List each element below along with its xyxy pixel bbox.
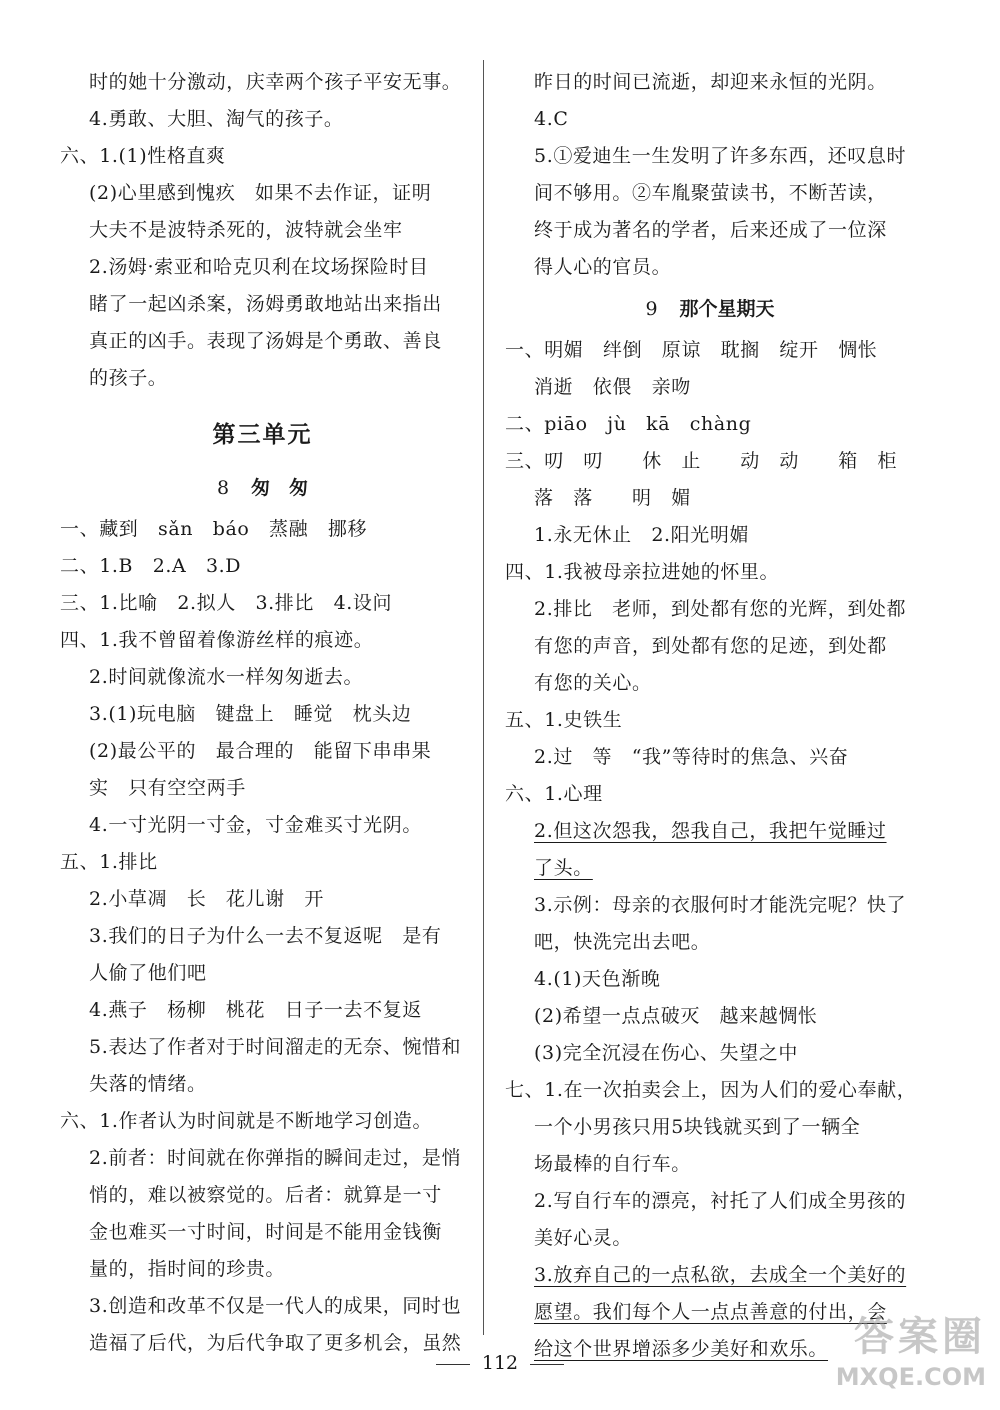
answer-text: 2.但这次怨我，怨我自己，我把午觉睡过 (534, 820, 887, 842)
answer-line (60, 881, 465, 918)
watermark-logo (816, 1312, 986, 1404)
answer-line (60, 249, 465, 286)
answer-line (60, 733, 465, 770)
answer-text: 4.一寸光阴一寸金，寸金难买寸光阴。 (89, 814, 422, 836)
answer-text: 实 只有空空两手 (89, 777, 246, 799)
answer-line (60, 138, 465, 175)
answer-line (60, 622, 465, 659)
answer-text: 四、1.我不曾留着像游丝样的痕迹。 (60, 629, 374, 651)
answer-text: 一、明媚 绊倒 原谅 耽搁 绽开 惆怅 (505, 339, 878, 361)
answer-line (60, 1177, 465, 1214)
answer-line (60, 918, 465, 955)
answer-text: 七、1.在一次拍卖会上，因为人们的爱心奉献， (505, 1079, 917, 1101)
answer-text: 终于成为著名的学者，后来还成了一位深 (534, 219, 887, 241)
answer-line (505, 554, 915, 591)
answer-text: 时的她十分激动，庆幸两个孩子平安无事。 (89, 71, 462, 93)
answer-text: 的孩子。 (89, 367, 168, 389)
answer-line (60, 807, 465, 844)
answer-line (505, 517, 915, 554)
answer-line (505, 665, 915, 702)
answer-line (505, 591, 915, 628)
answer-line (60, 212, 465, 249)
answer-line (505, 332, 915, 369)
answer-line (505, 739, 915, 776)
answer-text: 人偷了他们吧 (89, 962, 207, 984)
answer-line (60, 64, 465, 101)
answer-line (60, 101, 465, 138)
answer-text: 造福了后代，为后代争取了更多机会，虽然 (89, 1332, 462, 1354)
answer-text: 2.过 等 “我”等待时的焦急、兴奋 (534, 746, 849, 768)
answer-text: 2.时间就像流水一样匆匆逝去。 (89, 666, 364, 688)
answer-text: 美好心灵。 (534, 1227, 633, 1249)
lesson-name: 匆 匆 (251, 477, 309, 499)
answer-text: 2.写自行车的漂亮，衬托了人们成全男孩的 (534, 1190, 907, 1212)
column-divider (483, 60, 484, 1335)
answer-text: 六、1.心理 (505, 783, 603, 805)
answer-text: 5.①爱迪生一生发明了许多东西，还叹息时 (534, 145, 907, 167)
answer-line (505, 212, 915, 249)
answer-text: 4.C (534, 108, 569, 130)
answer-text: (2)希望一点点破灭 越来越惆怅 (534, 1005, 818, 1027)
answer-line (505, 1183, 915, 1220)
answer-line (505, 480, 915, 517)
answer-text: 悄的，难以被察觉的。后者：就算是一寸 (89, 1184, 442, 1206)
answer-text: 3.示例：母亲的衣服何时才能洗完呢？快了 (534, 894, 907, 916)
answer-text: 有您的关心。 (534, 672, 652, 694)
answer-text: 五、1.史铁生 (505, 709, 623, 731)
answer-text: 给这个世界增添多少美好和欢乐。 (534, 1338, 829, 1360)
answer-line (505, 850, 915, 887)
answer-line (505, 369, 915, 406)
answer-text: 有您的声音，到处都有您的足迹，到处都 (534, 635, 887, 657)
lesson-title (505, 286, 915, 332)
answer-line (505, 1146, 915, 1183)
answer-line (505, 776, 915, 813)
answer-text: 3.创造和改革不仅是一代人的成果，同时也 (89, 1295, 462, 1317)
answer-text: 1.永无休止 2.阳光明媚 (534, 524, 750, 546)
answer-text: 2.小草凋 长 花儿谢 开 (89, 888, 324, 910)
answer-text: (3)完全沉浸在伤心、失望之中 (534, 1042, 798, 1064)
answer-line (60, 1029, 465, 1066)
answer-text: 失落的情绪。 (89, 1073, 207, 1095)
answer-text: 间不够用。②车胤聚萤读书，不断苦读， (534, 182, 887, 204)
lesson-number: 9 (645, 298, 658, 320)
answer-line (505, 1109, 915, 1146)
answer-text: 3.放弃自己的一点私欲，去成全一个美好的 (534, 1264, 907, 1286)
answer-text: 得人心的官员。 (534, 256, 672, 278)
answer-text: (2)心里感到愧疚 如果不去作证，证明 (89, 182, 432, 204)
answer-text: 5.表达了作者对于时间溜走的无奈、惋惜和 (89, 1036, 462, 1058)
answer-line (60, 992, 465, 1029)
answer-text: 大夫不是波特杀死的，波特就会坐牢 (89, 219, 403, 241)
answer-text: 4.(1)天色渐晚 (534, 968, 661, 990)
answer-line (60, 1066, 465, 1103)
answer-text: 二、piāo jù kā chàng (505, 413, 752, 435)
answer-text: 消逝 依偎 亲吻 (534, 376, 691, 398)
answer-text: 2.前者：时间就在你弹指的瞬间走过，是悄 (89, 1147, 462, 1169)
answer-line (60, 1103, 465, 1140)
answer-text: 量的，指时间的珍贵。 (89, 1258, 286, 1280)
answer-text: 睹了一起凶杀案，汤姆勇敢地站出来指出 (89, 293, 442, 315)
answer-text: 4.燕子 杨柳 桃花 日子一去不复返 (89, 999, 422, 1021)
answer-line (60, 511, 465, 548)
answer-line (505, 138, 915, 175)
answer-line (60, 585, 465, 622)
answer-line (505, 813, 915, 850)
answer-text: 金也难买一寸时间，时间是不能用金钱衡 (89, 1221, 442, 1243)
answer-text: 六、1.(1)性格直爽 (60, 145, 226, 167)
answer-line (60, 844, 465, 881)
answer-line (505, 406, 915, 443)
answer-line (505, 175, 915, 212)
answer-text: 2.排比 老师，到处都有您的光辉，到处都 (534, 598, 907, 620)
answer-text: 2.汤姆·索亚和哈克贝利在坟场探险时目 (89, 256, 429, 278)
answer-text: 落 落 明 媚 (534, 487, 691, 509)
answer-line (60, 175, 465, 212)
answer-text: 昨日的时间已流逝，却迎来永恒的光阴。 (534, 71, 887, 93)
answer-line (505, 64, 915, 101)
answer-text: 三、叨 叨 休 止 动 动 箱 柜 (505, 450, 898, 472)
answer-line (505, 998, 915, 1035)
answer-line (60, 659, 465, 696)
answer-line (505, 702, 915, 739)
answer-line (60, 323, 465, 360)
dash-left (436, 1364, 470, 1365)
right-column (505, 64, 915, 1368)
answer-line (505, 443, 915, 480)
answer-text: 六、1.作者认为时间就是不断地学习创造。 (60, 1110, 433, 1132)
answer-line (505, 249, 915, 286)
answer-text: (2)最公平的 最合理的 能留下串串果 (89, 740, 432, 762)
answer-line (60, 1140, 465, 1177)
answer-line (60, 955, 465, 992)
answer-text: 一、藏到 sǎn báo 蒸融 挪移 (60, 518, 368, 540)
answer-text: 了头。 (534, 857, 593, 879)
answer-line (60, 1288, 465, 1325)
answer-text: 3.我们的日子为什么一去不复返呢 是有 (89, 925, 442, 947)
answer-line (505, 961, 915, 998)
answer-line (60, 1251, 465, 1288)
answer-line (60, 360, 465, 397)
dash-right (530, 1364, 564, 1365)
answer-text: 吧，快洗完出去吧。 (534, 931, 711, 953)
unit-title: 第三单元 (212, 422, 313, 448)
answer-text: 二、1.B 2.A 3.D (60, 555, 242, 577)
lesson-number: 8 (216, 477, 230, 499)
answer-line (60, 548, 465, 585)
answer-line (505, 1072, 915, 1109)
answer-text: 真正的凶手。表现了汤姆是个勇敢、善良 (89, 330, 442, 352)
left-column (60, 64, 465, 1362)
answer-line (60, 770, 465, 807)
answer-text: 一个小男孩只用5块钱就买到了一辆全 (534, 1116, 861, 1138)
answer-line (505, 628, 915, 665)
answer-line (60, 286, 465, 323)
answer-text: 五、1.排比 (60, 851, 158, 873)
answer-line (60, 1214, 465, 1251)
lesson-title (60, 465, 465, 511)
answer-line (505, 1257, 915, 1294)
answer-text: 三、1.比喻 2.拟人 3.排比 4.设问 (60, 592, 393, 614)
answer-line (505, 101, 915, 138)
watermark-text-bottom: MXQE.COM (835, 1363, 986, 1391)
lesson-name: 那个星期天 (679, 298, 775, 320)
answer-text: 愿望。我们每个人一点点善意的付出，会 (534, 1301, 887, 1323)
answer-line (505, 1220, 915, 1257)
answer-text: 4.勇敢、大胆、淘气的孩子。 (89, 108, 344, 130)
page-number: 112 (481, 1352, 519, 1374)
answer-line (60, 696, 465, 733)
answer-line (505, 924, 915, 961)
watermark-text-top: 答案圈 (854, 1314, 986, 1360)
answer-text: 场最棒的自行车。 (534, 1153, 691, 1175)
answer-text: 四、1.我被母亲拉进她的怀里。 (505, 561, 780, 583)
answer-line (505, 887, 915, 924)
answer-line (505, 1035, 915, 1072)
answer-text: 3.(1)玩电脑 键盘上 睡觉 枕头边 (89, 703, 412, 725)
